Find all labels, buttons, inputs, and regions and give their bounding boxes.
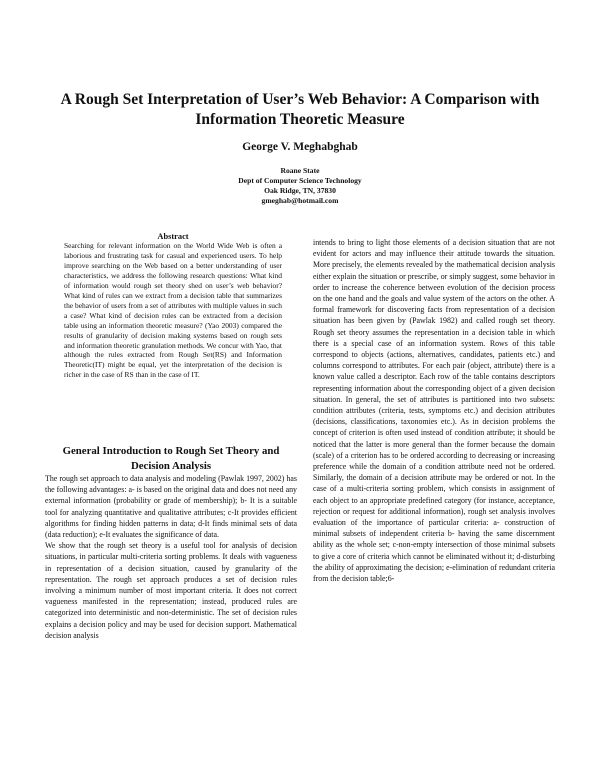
affiliation-city: Oak Ridge, TN, 37830 xyxy=(264,186,336,195)
paper-title: A Rough Set Interpretation of User’s Web Behavior: A Comparison with Information Theoretic Measure xyxy=(60,91,540,128)
section-heading: General Introduction to Rough Set Theory and Decision Analysis xyxy=(62,445,280,472)
abstract-heading: Abstract xyxy=(157,232,189,241)
affiliation-block xyxy=(40,166,560,206)
affiliation-email: gmeghab@hotmail.com xyxy=(261,196,339,205)
affiliation-org: Roane State xyxy=(280,166,320,175)
author-name: George V. Meghabghab xyxy=(242,141,358,153)
left-column-body xyxy=(45,473,297,641)
abstract-text: Searching for relevant information on the World Wide Web is often a laborious and frustrating task for casual and experienced users. To help improve searching on the Web based on a better understanding of user characteristics, we address the following research questions: What kind of information would rough set theory shed on user’s web behavior? What kind of rules can we extract from a decision table that summarizes the behavior of users from a set of attributes with multiple values in such a case? What kind of decision rules can be extracted from a decision table using an information theoretic measure? (Yao 2003) compared the results of granularity of decision making systems based on rough sets and information theoretic granulation methods. We concur with Yao, that although the rules extracted from Rough Set(RS) and Information Theoretic(IT) might be equal, yet the interpretation of the decision is richer in the case of RS than in the case of IT. xyxy=(64,241,282,380)
right-column-body: intends to bring to light those elements of a decision situation that are not evident for actors and may influence their attitude towards the situation. More precisely, the elements revealed by the mathematical decision analysis either explain the situation or prescribe, or simply suggest, some behavior in order to increase the coherence between evolution of the decision process on the one hand and the goals and value system of the actors on the other. A formal framework for discovering facts from representation of a decision situation has been given by (Pawlak 1982) and called rough set theory. Rough set theory assumes the representation in a decision table in which there is a special case of an information system. Rows of this table correspond to objects (actions, alternatives, candidates, patients etc.) and columns correspond to attributes. For each pair (object, attribute) there is a known value called a descriptor. Each row of the table contains descriptors representing information about the corresponding object of a given decision situation. In general, the set of attributes is partitioned into two subsets: condition attributes (criteria, tests, symptoms etc.) and decision attributes (decisions, classifications, taxonomies etc.). As in decision problems the concept of criterion is often used instead of condition attribute; it should be noticed that the latter is more general than the former because the domain (scale) of a criterion has to be ordered according to decreasing or increasing preference while the domain of a condition attribute need not be ordered. Similarly, the domain of a decision attribute may be ordered or not. In the case of a multi-criteria sorting problem, which consists in assignment of each object to an appropriate predefined category (for instance, acceptance, rejection or request for additional information), rough set analysis involves evaluation of the importance of particular criteria: a- construction of minimal subsets of independent criteria b- having the same discernment ability as the whole set; c-non-empty intersection of those minimal subsets to give a core of criteria which cannot be eliminated without it; d-disturbing the ability of approximating the decision; e-elimination of redundant criteria from the decision table;6- xyxy=(313,238,555,584)
section-paragraph-1: The rough set approach to data analysis and modeling (Pawlak 1997, 2002) has the following advantages: a- is based on the original data and does not need any external information (probability or grade of membership); b- It is a suitable tool for analyzing quantitative and qualitative attributes; c-It provides efficient algorithms for finding hidden patterns in data; d-It finds minimal sets of data (data reduction); e-It evaluates the significance of data. xyxy=(45,474,297,540)
section-paragraph-2: We show that the rough set theory is a useful tool for analysis of decision situations, in particular multi-criteria sorting problems. It deals with vagueness in representation of a decision situation, caused by granularity of the representation. The rough set approach produces a set of decision rules involving a minimum number of most important criteria. It does not correct vagueness manifested in the representation; instead, produced rules are categorized into deterministic and non-deterministic. The set of decision rules explains a decision policy and may be used for decision support. Mathematical decision analysis xyxy=(45,541,297,640)
affiliation-dept: Dept of Computer Science Technology xyxy=(238,176,362,185)
